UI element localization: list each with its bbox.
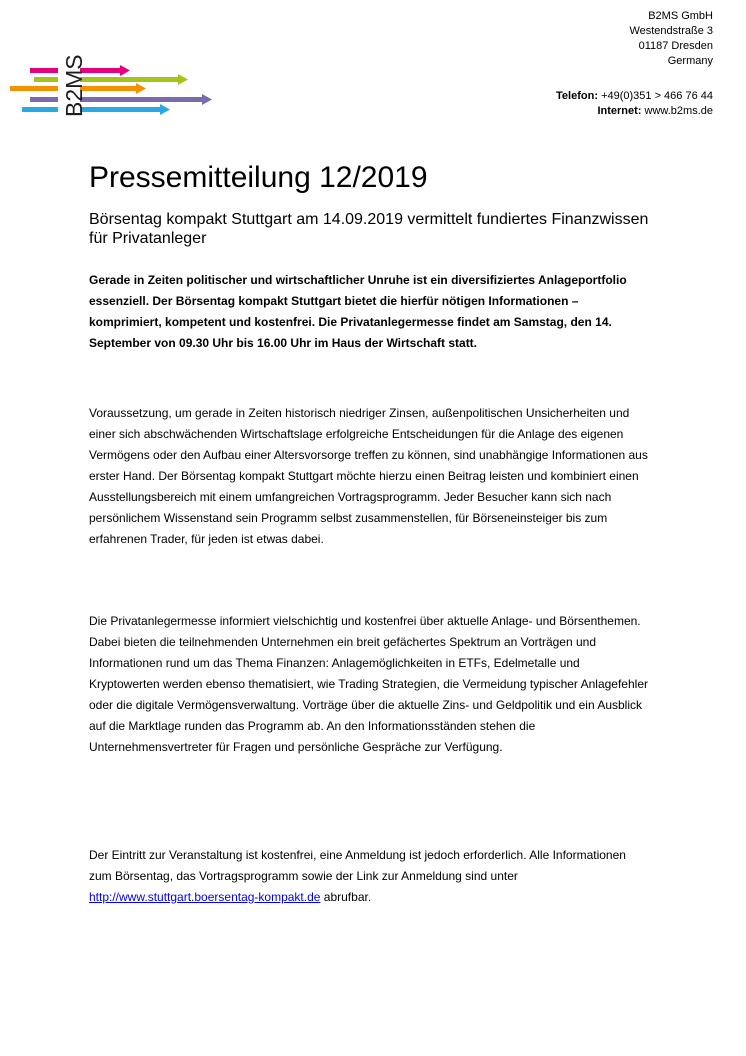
boersentag-link[interactable]: http://www.stuttgart.boersentag-kompakt.de <box>89 890 321 904</box>
logo-text: B2MS <box>61 54 87 117</box>
body-paragraph-3 <box>89 845 649 908</box>
web-address: www.b2ms.de <box>644 105 713 117</box>
phone-label: Telefon: <box>556 90 598 102</box>
body-paragraph-1: Voraussetzung, um gerade in Zeiten historisch niedriger Zinsen, außenpolitischen Unsicherheiten und einer sich abschwächenden Wirtschaftslage erfolgreiche Entscheidungen für die Anlage des eigenen Vermögens oder den Aufbau einer Altersvorsorge treffen zu können, sind unabhängige Informationen aus erster Hand. Der Börsentag kompakt Stuttgart möchte hierzu einen Beitrag leisten und kombiniert einen Ausstellungsbereich mit einem umfangreichen Vortragsprogramm. Jeder Besucher kann sich nach persönlichem Wissenstand sein Programm selbst zusammenstellen, für Börseneinsteiger bis zum erfahrenen Trader, für jeden ist etwas dabei. <box>89 406 648 546</box>
contact-info <box>556 89 713 119</box>
phone-number: +49(0)351 > 466 76 44 <box>601 90 713 102</box>
logo-arrows <box>10 65 212 115</box>
page-subtitle: Börsentag kompakt Stuttgart am 14.09.2019 vermittelt fundiertes Finanzwissen für Privatanleger <box>89 211 649 247</box>
web-label: Internet: <box>597 105 642 117</box>
city: 01187 Dresden <box>638 40 713 52</box>
sender-address <box>629 9 713 69</box>
country: Germany <box>667 55 713 67</box>
paragraph-3-end: abrufbar. <box>320 890 372 904</box>
body-paragraph-2: Die Privatanlegermesse informiert vielschichtig und kostenfrei über aktuelle Anlage- und Börsenthemen. Dabei bieten die teilnehmenden Unternehmen ein breit gefächertes Spektrum an Vorträgen und Informationen rund um das Thema Finanzen: Anlagemöglichkeiten in ETFs, Edelmetalle und Kryptowerten werden ebenso thematisiert, wie Trading Strategien, die Vermeidung typischer Anlagefehler oder die digitale Vermögensverwaltung. Vorträge über die aktuelle Zins- und Geldpolitik und ein Ausblick auf die Marktlage runden das Programm ab. An den Informationsständen stehen die Unternehmensvertreter für Fragen und persönliche Gespräche zur Verfügung. <box>89 614 648 754</box>
b2ms-logo <box>8 40 218 120</box>
page-title: Pressemitteilung 12/2019 <box>89 161 428 194</box>
phone-line <box>556 89 713 104</box>
web-line <box>556 104 713 119</box>
lead-paragraph: Gerade in Zeiten politischer und wirtschaftlicher Unruhe ist ein diversifiziertes Anlageportfolio essenziell. Der Börsentag kompakt Stuttgart bietet die hierfür nötigen Informationen – komprimiert, kompetent und kostenfrei. Die Privatanlegermesse findet am Samstag, den 14. September von 09.30 Uhr bis 16.00 Uhr im Haus der Wirtschaft statt. <box>89 273 627 350</box>
paragraph-3-text: Der Eintritt zur Veranstaltung ist kostenfrei, eine Anmeldung ist jedoch erforderlich. Alle Informationen zum Börsentag, das Vortragsprogramm sowie der Link zur Anmeldung sind unter <box>89 848 626 883</box>
company-name: B2MS GmbH <box>648 10 713 22</box>
street: Westendstraße 3 <box>629 25 713 37</box>
